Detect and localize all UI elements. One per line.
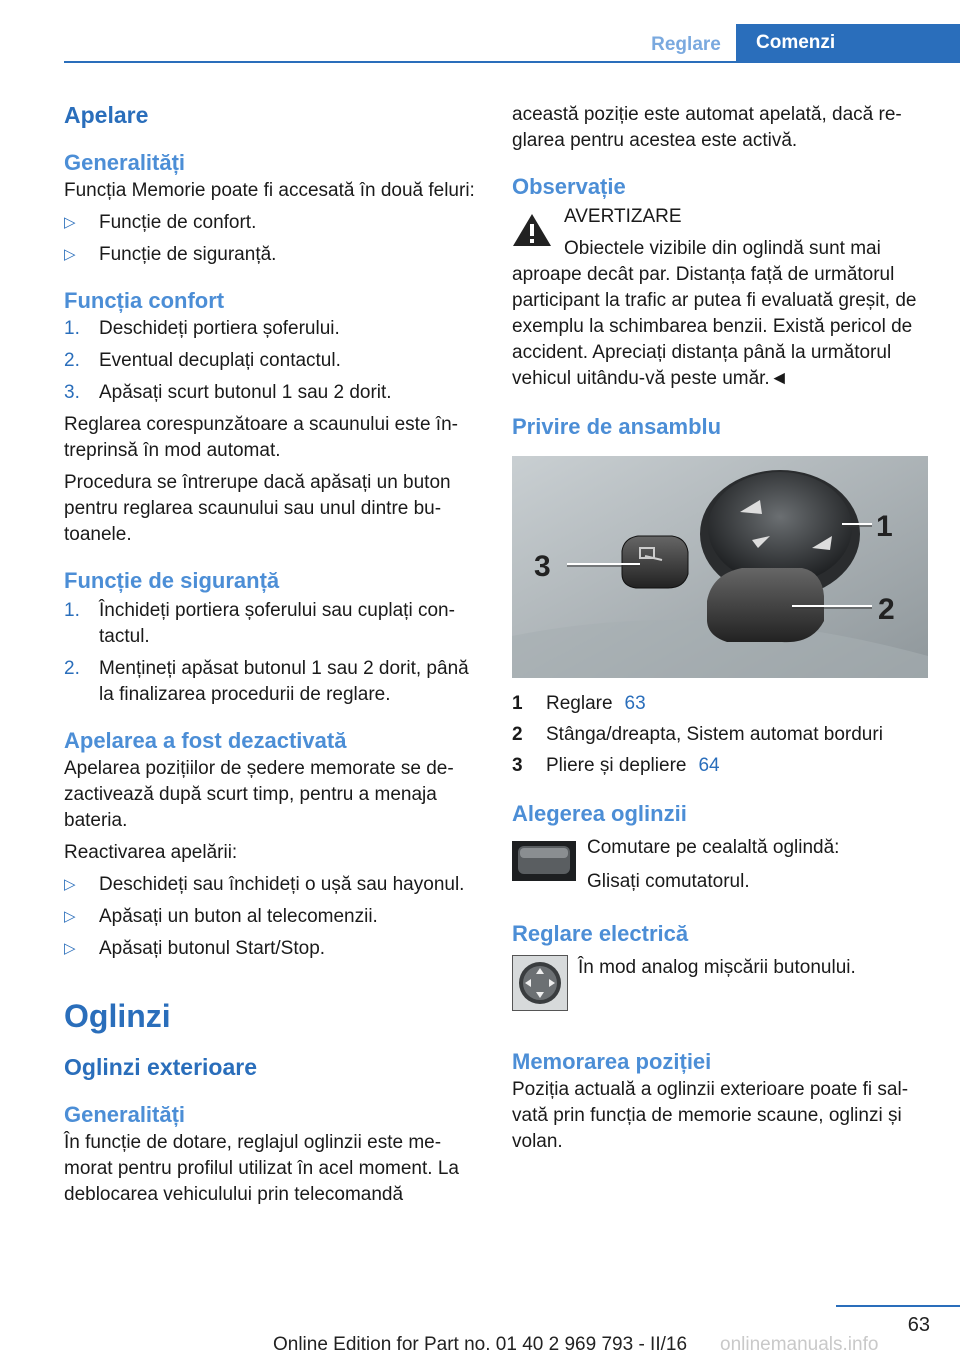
right-column xyxy=(512,96,928,1155)
bullet-arrow-icon: ▷ xyxy=(64,940,76,957)
bullet-arrow-icon: ▷ xyxy=(64,876,76,893)
mirror-adjust-knob-icon xyxy=(512,955,568,1011)
dezactivata-list xyxy=(64,872,479,962)
step-item: 1. Închideți portiera șoferului sau cuplați contactul. xyxy=(64,600,455,647)
heading-functie-siguranta: Funcție de siguranță xyxy=(64,568,280,593)
photo-label-1: 1 xyxy=(876,510,893,543)
page-reference-link[interactable]: 63 xyxy=(624,693,646,714)
heading-generalitati-2: Generalități xyxy=(64,1102,186,1127)
heading-apelare-dezactivata: Apelarea a fost dezactivată xyxy=(64,728,347,753)
warning-label: AVERTIZARE xyxy=(564,206,682,227)
step-item: 3. Apăsați scurt butonul 1 sau 2 dorit. xyxy=(64,382,392,403)
heading-apelare: Apelare xyxy=(64,102,149,128)
electrica-text: În mod analog mișcării butonului. xyxy=(578,957,856,978)
legend-item: 2 Stânga/dreapta, Sistem automat borduri xyxy=(512,724,883,745)
bullet-arrow-icon: ▷ xyxy=(64,908,76,925)
heading-observatie: Observație xyxy=(512,174,626,199)
legend-list xyxy=(512,688,928,781)
heading-memorarea-pozitiei: Memorarea poziției xyxy=(512,1049,712,1074)
heading-oglinzi-exterioare: Oglinzi exterioare xyxy=(64,1054,258,1080)
electrica-row xyxy=(512,955,928,1041)
generalitati-2-text: În funcție de dotare, reglajul oglinzii este memorat pentru profilul utilizat în acel moment. La deblocarea vehiculului prin telecomandă xyxy=(64,1132,459,1205)
watermark: onlinemanuals.info xyxy=(720,1334,879,1355)
photo-label-3: 3 xyxy=(534,550,551,583)
bullet-arrow-icon: ▷ xyxy=(64,214,76,231)
confort-paragraph-2: Procedura se întrerupe dacă apăsați un buton pentru reglarea scaunului sau unul dintre butoanele. xyxy=(64,472,451,545)
memorarea-text: Poziția actuală a oglinzii exterioare poate fi salvată prin funcția de memorie scaune, oglinzi și volan. xyxy=(512,1079,909,1152)
warning-text-1: Obiectele vizibile din oglindă sunt mai xyxy=(564,238,881,259)
siguranta-steps xyxy=(64,598,479,708)
step-item: 2. Eventual decuplați contactul. xyxy=(64,350,341,371)
alegerea-text-1: Comutare pe cealaltă oglindă: xyxy=(587,837,840,858)
bullet-arrow-icon: ▷ xyxy=(64,246,76,263)
mirror-switch-icon xyxy=(512,841,576,881)
step-item: 1. Deschideți portiera șoferului. xyxy=(64,318,340,339)
continuation-text: această poziție este automat apelată, dacă reglarea pentru acestea este activă. xyxy=(512,104,902,151)
warning-text-2: aproape decât par. Distanța față de următorul participant la trafic ar putea fi evaluată greșit, de exemplu la schimbarea benzii. Există pericol de accident. Apreciați distanța până la următorul vehicul uitându-vă peste umăr.◄ xyxy=(512,264,917,389)
page-number: 63 xyxy=(907,1314,930,1336)
photo-label-2: 2 xyxy=(878,593,895,626)
list-item: ▷ Funcție de confort. xyxy=(64,210,479,236)
dezactivata-paragraph-2: Reactivarea apelării: xyxy=(64,842,238,863)
heading-generalitati: Generalități xyxy=(64,150,186,175)
heading-oglinzi: Oglinzi xyxy=(64,998,171,1034)
generalitati-text: Funcția Memorie poate fi accesată în două feluri: xyxy=(64,180,475,201)
left-column xyxy=(64,96,479,1208)
header-rule xyxy=(64,61,960,63)
step-item: 2. Mențineți apăsat butonul 1 sau 2 dorit, până la finalizarea procedurii de reglare. xyxy=(64,658,469,705)
legend-item: 1 Reglare 63 xyxy=(512,693,646,714)
list-item: ▷ Funcție de siguranță. xyxy=(64,242,479,268)
confort-paragraph-1: Reglarea corespunzătoare a scaunului este întreprinsă în mod automat. xyxy=(64,414,458,461)
heading-functia-confort: Funcția confort xyxy=(64,288,225,313)
tab-comenzi[interactable]: Comenzi xyxy=(736,24,960,61)
dezactivata-paragraph-1: Apelarea pozițiilor de ședere memorate se dezactivează după scurt timp, pentru a menaja bateria. xyxy=(64,758,454,831)
page-reference-link[interactable]: 64 xyxy=(698,755,720,776)
heading-privire-ansamblu: Privire de ansamblu xyxy=(512,414,722,439)
page-header xyxy=(0,0,960,64)
alegerea-row xyxy=(512,835,928,913)
list-item: ▷ Apăsați butonul Start/Stop. xyxy=(64,936,479,962)
warning-triangle-icon xyxy=(512,212,552,248)
generalitati-list xyxy=(64,210,479,268)
warning-block xyxy=(512,204,928,392)
heading-reglare-electrica: Reglare electrică xyxy=(512,921,689,946)
footer-rule xyxy=(836,1305,960,1307)
mirror-controls-photo xyxy=(512,456,928,678)
edition-text: Online Edition for Part no. 01 40 2 969 793 - II/16 xyxy=(272,1334,688,1355)
heading-alegerea-oglinzii: Alegerea oglinzii xyxy=(512,801,687,826)
legend-item: 3 Pliere și depliere 64 xyxy=(512,755,720,776)
tab-reglare[interactable]: Reglare xyxy=(651,34,721,55)
confort-steps xyxy=(64,316,479,406)
list-item: ▷ Deschideți sau închideți o ușă sau hayonul. xyxy=(64,872,479,898)
alegerea-text-2: Glisați comutatorul. xyxy=(587,871,750,892)
list-item: ▷ Apăsați un buton al telecomenzii. xyxy=(64,904,479,930)
